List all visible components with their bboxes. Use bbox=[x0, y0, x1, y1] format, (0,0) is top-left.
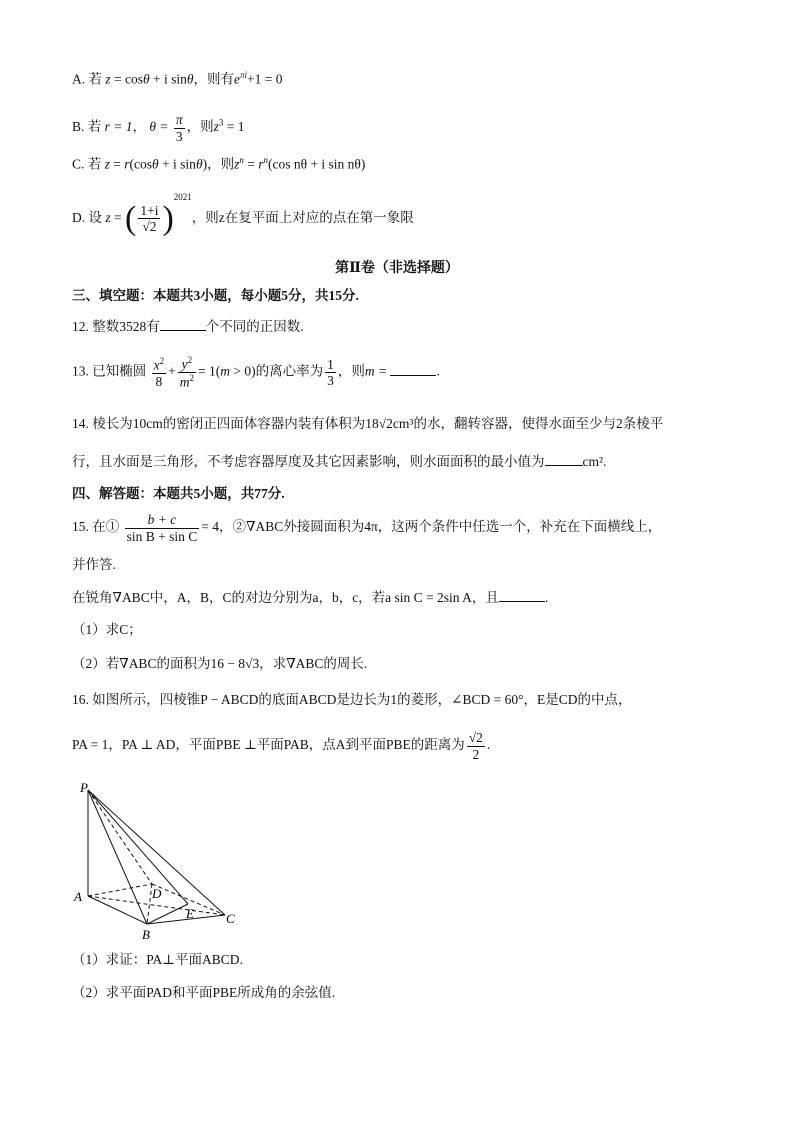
triangle-symbol: ∇ bbox=[286, 656, 296, 671]
section-2-title: 第Ⅱ卷（非选择题） bbox=[335, 261, 459, 276]
q13-tail: 的离心率为 bbox=[255, 363, 324, 379]
q13-ask: ，则 bbox=[337, 363, 365, 379]
q15-frac bbox=[125, 512, 200, 544]
q15-line3c: . bbox=[544, 590, 549, 605]
q13-var: m = bbox=[364, 363, 388, 379]
question-15-line-1 bbox=[72, 512, 661, 544]
option-a-mid: ，则有 bbox=[193, 71, 235, 87]
question-16-line-1: 16. 如图所示，四棱锥P − ABCD的底面ABCD是边长为1的菱形，∠BCD = 60°，E是CD的中点， bbox=[72, 692, 632, 707]
option-d-tail: ，则z在复平面上对应的点在第一象限 bbox=[191, 210, 414, 225]
triangle-symbol: ∇ bbox=[119, 656, 129, 671]
label-e: E bbox=[186, 906, 194, 921]
option-d-num: 1+i bbox=[140, 202, 159, 218]
option-b-label: B. bbox=[72, 119, 85, 135]
edge-ad bbox=[88, 884, 152, 896]
option-b-theta: θ = bbox=[149, 119, 169, 135]
q14-line2b: cm². bbox=[582, 454, 607, 469]
label-c: C bbox=[226, 911, 235, 926]
q15-line3b: ABC中，A，B，C的对边分别为a，b，c，若a sin C = 2sin A，且 bbox=[121, 590, 499, 605]
q16-dist-frac bbox=[467, 730, 485, 762]
q15-lead: 15. 在① bbox=[72, 519, 120, 535]
q13-end: . bbox=[436, 363, 440, 379]
option-a-label: A. bbox=[72, 71, 86, 87]
question-15-line-2: 并作答. bbox=[72, 557, 116, 572]
q14-volume: 18√2cm³ bbox=[365, 416, 414, 431]
q16-line2b: . bbox=[486, 737, 491, 753]
pyramid-figure bbox=[70, 780, 250, 945]
option-c-result: (cos nθ + i sin nθ) bbox=[267, 156, 366, 172]
q14-answer-blank[interactable] bbox=[545, 453, 583, 466]
q15-frac-num: b + c bbox=[125, 512, 200, 529]
question-15-line-3 bbox=[72, 589, 548, 606]
q14-line2a: 行，且水面是三角形，不考虑容器厚度及其它因素影响，则水面面积的最小值为 bbox=[72, 454, 545, 469]
q14-line1b: 的水，翻转容器，使得水面至少与2条棱平 bbox=[413, 416, 664, 431]
option-b-result: = 1 bbox=[226, 119, 245, 135]
q15-p2b: ABC的面积为16 − 8√3，求 bbox=[128, 656, 287, 671]
question-14-line-2 bbox=[72, 453, 606, 470]
q16-line2a: PA = 1，PA ⊥ AD，平面PBE ⊥平面PAB，点A到平面PBE的距离为 bbox=[72, 737, 465, 753]
q15-answer-blank[interactable] bbox=[499, 589, 545, 602]
q15-p2a: （2）若 bbox=[72, 656, 120, 671]
triangle-symbol: ∇ bbox=[112, 590, 122, 605]
q15-eq4: = 4，② bbox=[201, 519, 247, 535]
q13-frac-x: $\frac{x^2}{8}$ bbox=[153, 355, 165, 389]
edge-pd bbox=[88, 790, 152, 884]
option-a-eq: +1 = 0 bbox=[247, 71, 283, 87]
q13-ecc-den: 3 bbox=[327, 373, 334, 389]
q13-answer-blank[interactable] bbox=[390, 363, 436, 376]
option-c-prefix: 若 bbox=[87, 156, 102, 172]
q15-line3a: 在锐角 bbox=[72, 590, 113, 605]
edge-pb bbox=[88, 790, 147, 924]
q16-dist-num: √2 bbox=[468, 730, 483, 745]
question-12 bbox=[72, 318, 304, 335]
option-c-label: C. bbox=[72, 156, 85, 172]
option-b-frac bbox=[174, 112, 185, 144]
option-b-mid: ，则 bbox=[186, 119, 214, 135]
q15-frac-den: sin B + sin C bbox=[126, 528, 198, 544]
part-3-title: 三、填空题：本题共3小题，每小题5分，共15分. bbox=[72, 288, 359, 303]
option-b: B. 若 r = 1， θ = $\frac{\pi}{3}$ ，则$z^3 = 1$ bbox=[72, 112, 245, 144]
option-c: C. 若 z = r(cosθ + i sinθ)，则$z^n = r^n(\cos$ nθ + i sin nθ) bbox=[72, 155, 366, 172]
option-c-mid: ，则 bbox=[207, 156, 235, 172]
option-d-den: √2 bbox=[142, 219, 157, 235]
q14-line1: 14. 棱长为10cm的密闭正四面体容器内装有体积为 bbox=[72, 416, 366, 431]
question-16-line-2 bbox=[72, 730, 490, 762]
option-d-frac bbox=[138, 203, 160, 235]
question-14-line-1 bbox=[72, 416, 663, 432]
option-b-num: π bbox=[175, 112, 183, 127]
q13-lead: 13. 已知椭圆 bbox=[72, 363, 147, 379]
triangle-symbol: ∇ bbox=[246, 519, 256, 535]
q13-ecc-num: 1 bbox=[327, 356, 334, 372]
label-b: B bbox=[142, 927, 150, 942]
question-13: 13. 已知椭圆 $\frac{x^2}{8}$ + $\frac{y^2}{m^2}$ = 1(m > 0)的离心率为 $\frac{1}{3}$ ，则m = . bbox=[72, 355, 440, 390]
q15-cond2: ABC外接圆面积为4π，这两个条件中任选一个，补充在下面横线上， bbox=[255, 519, 662, 535]
question-15-part-2 bbox=[72, 656, 367, 672]
q12-text-a: 12. 整数3528有 bbox=[72, 319, 160, 334]
label-a: A bbox=[74, 889, 82, 904]
option-a-prefix: 若 bbox=[88, 71, 102, 87]
label-p: P bbox=[80, 780, 88, 795]
option-b-prefix: 若 bbox=[87, 119, 102, 135]
label-d: D bbox=[152, 886, 162, 901]
option-d-prefix: 设 bbox=[88, 210, 102, 225]
question-16-part-2: （2）求平面PAD和平面PBE所成角的余弦值. bbox=[72, 985, 336, 1000]
option-a: A. 若 z = cosθ + i sinθ，则有$e^{\pi i}+1 = 0$ bbox=[72, 70, 283, 87]
option-d: D. 设 z = ( $\frac{1+i}{√2}$ )$^{2021}$，则z在复平面上对应的点在第一象限 bbox=[72, 192, 414, 237]
option-d-label: D. bbox=[72, 210, 86, 225]
option-b-den: 3 bbox=[175, 128, 183, 144]
q15-p2c: ABC的周长. bbox=[295, 656, 368, 671]
question-15-part-1: （1）求C； bbox=[72, 622, 142, 637]
option-a-formula: z bbox=[105, 71, 111, 87]
option-d-exp: 2021 bbox=[173, 192, 192, 202]
option-b-r: r = 1 bbox=[104, 119, 133, 135]
q13-frac-y: $\frac{y^2}{m^2}$ bbox=[179, 355, 194, 390]
q16-dist-den: 2 bbox=[472, 746, 480, 762]
q12-answer-blank[interactable] bbox=[160, 318, 206, 331]
option-c-formula: z bbox=[104, 156, 110, 172]
question-16-part-1: （1）求证：PA⊥平面ABCD. bbox=[72, 952, 243, 967]
q13-ecc bbox=[325, 357, 336, 389]
part-4-title: 四、解答题：本题共5小题，共77分. bbox=[72, 486, 285, 501]
q12-text-b: 个不同的正因数. bbox=[205, 319, 304, 334]
